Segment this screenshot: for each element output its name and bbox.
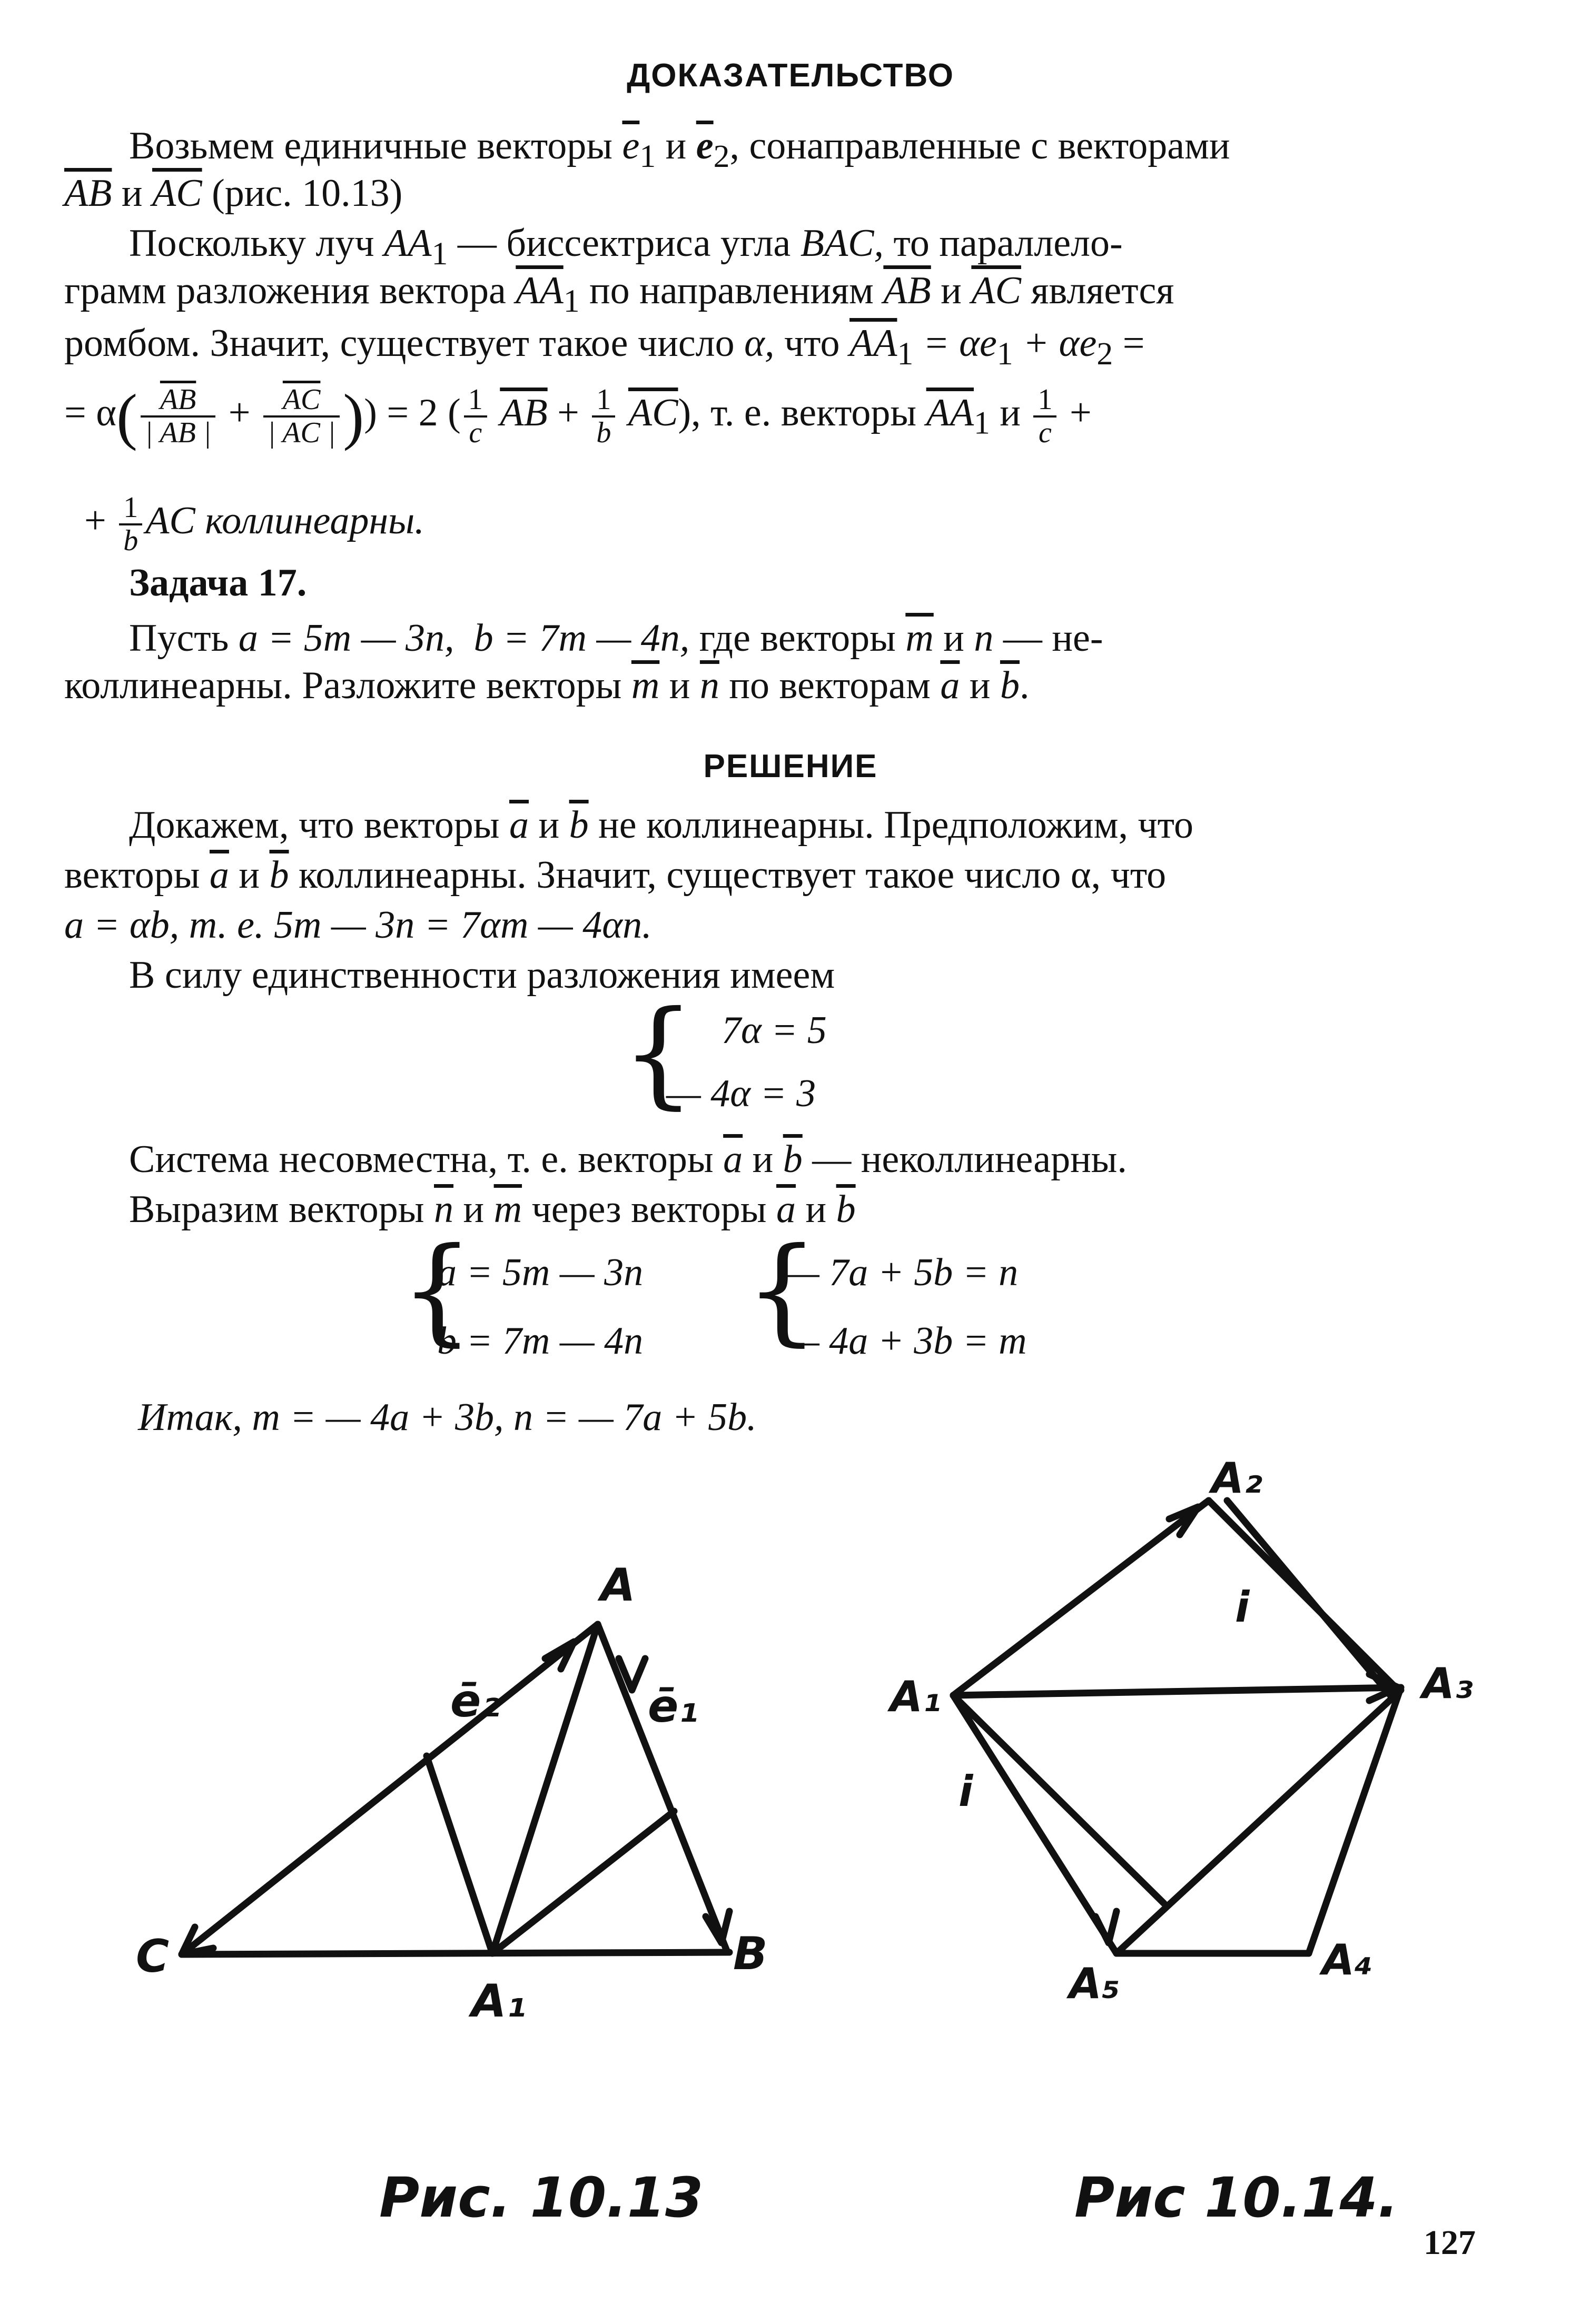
p5-line1: Система несовместна, т. е. векторы $\overline{a}$ и $\overline{b}$ — неколлинеарны. xyxy=(129,1138,1127,1181)
system3-eq2: — 4a + 3b = m xyxy=(785,1319,1027,1363)
page-number: 127 xyxy=(1424,2223,1476,2262)
fig2-arrow-A5 xyxy=(1095,1911,1116,1943)
fig2-side-A3A4 xyxy=(1309,1687,1401,1953)
fig2-label-A3: A₃ xyxy=(1422,1659,1473,1708)
fig2-label-i-top: i xyxy=(1235,1583,1250,1632)
system3-eq1: — 7a + 5b = n xyxy=(785,1251,1019,1294)
p2-line3: ромбом. Значит, существует такое число α, что $\overline{AA}_1 = \alpha e_1 + \alpha e_2$ = xyxy=(64,322,1145,372)
fig2-diag-A2A3b xyxy=(1227,1501,1390,1695)
fig1-label-C: C xyxy=(136,1930,170,1983)
system1-brace: { xyxy=(621,986,695,1120)
system3-brace: { xyxy=(745,1223,819,1357)
p2-line1: Поскольку луч $AA_1$ — биссектриса угла BAC, то параллело- xyxy=(129,222,1123,272)
system1-eq2: — 4α = 3 xyxy=(666,1072,816,1115)
p3-line2: коллинеарны. Разложите векторы $\overline{m}$ и $\overline{n}$ по векторам $\overline{a}$ и $\overline{b}$. xyxy=(64,664,1030,707)
p2-line5: + $\frac{1}{b}$ AC коллинеарны. xyxy=(84,491,424,557)
fig1-label-B: B xyxy=(733,1928,768,1980)
fig2-caption: Рис 10.14. xyxy=(1074,2166,1399,2230)
p1-line1: Возьмем единичные векторы $\overline{e}_1$ и $\overline{e}_2$, сонаправленные с векторами xyxy=(129,124,1230,174)
proof-heading: ДОКАЗАТЕЛЬСТВО xyxy=(627,57,954,94)
fig1-label-A: A xyxy=(600,1559,636,1612)
fig1-caption: Рис. 10.13 xyxy=(379,2166,704,2230)
solution-heading: РЕШЕНИЕ xyxy=(703,748,878,784)
fig2-label-A4: A₄ xyxy=(1322,1935,1373,1984)
p1-line2: $\overline{AB}$ и $\overline{AC}$ (рис. 10.13) xyxy=(64,172,403,215)
p4-line1: Докажем, что векторы $\overline{a}$ и $\overline{b}$ не коллинеарны. Предположим, что xyxy=(129,803,1194,847)
p4-line4: В силу единственности разложения имеем xyxy=(129,954,835,997)
p5-line2: Выразим векторы $\overline{n}$ и $\overline{m}$ через векторы $\overline{a}$ и $\overline{b}$ xyxy=(129,1188,856,1231)
fig2-side-A1A2 xyxy=(953,1501,1209,1695)
final-line: Итак, m = — 4a + 3b, n = — 7a + 5b. xyxy=(138,1396,757,1439)
fig2-label-A1: A₁ xyxy=(890,1672,941,1721)
fig2-side-A5A1 xyxy=(953,1695,1116,1953)
fig2-label-i-left: i xyxy=(959,1767,973,1816)
fig2-label-A2: A₂ xyxy=(1211,1454,1262,1503)
fig1-label-e1: ē₁ xyxy=(648,1680,698,1733)
system1-eq1: 7α = 5 xyxy=(722,1009,827,1052)
system2-brace: { xyxy=(400,1223,474,1357)
p4-line2: векторы $\overline{a}$ и $\overline{b}$ коллинеарны. Значит, существует такое число α, что xyxy=(64,853,1167,897)
fig1-label-e2: ē₂ xyxy=(450,1675,501,1727)
p2-line2: грамм разложения вектора $\overline{AA}_1$ по направлениям $\overline{AB}$ и $\overline{AC}$ является xyxy=(64,269,1174,319)
fig1-label-A1: A₁ xyxy=(471,1975,527,2028)
fig2-label-A5: A₅ xyxy=(1069,1959,1120,2008)
fig2-diag-A5A3 xyxy=(1116,1690,1401,1953)
fig2-diag-A1A4mid xyxy=(953,1695,1164,1903)
system2-eq1: a = 5m — 3n xyxy=(437,1251,644,1294)
p3-line1: Пусть a = 5m — 3n, b = 7m — 4n, где векторы $\overline{m}$ и n — не- xyxy=(129,617,1103,660)
fig2-side-A1A3 xyxy=(953,1687,1401,1695)
p2-line4: = α( $\frac{\overline{AB}}{| AB |}$ + $\frac{\overline{AC}}{| AC |}$ )) = 2 ( $\frac{1}{c}$ $\overline{AB}$ + $\frac{1}{b}$ $\overline{AC}$), т. е. векторы $\overline{AA}_1$ и $\frac{1}{c}$ + xyxy=(64,381,1092,451)
task-title: Задача 17. xyxy=(129,561,307,604)
p4-line3: a = αb, т. е. 5m — 3n = 7αm — 4αn. xyxy=(64,903,652,947)
system2-eq2: b = 7m — 4n xyxy=(437,1319,644,1363)
